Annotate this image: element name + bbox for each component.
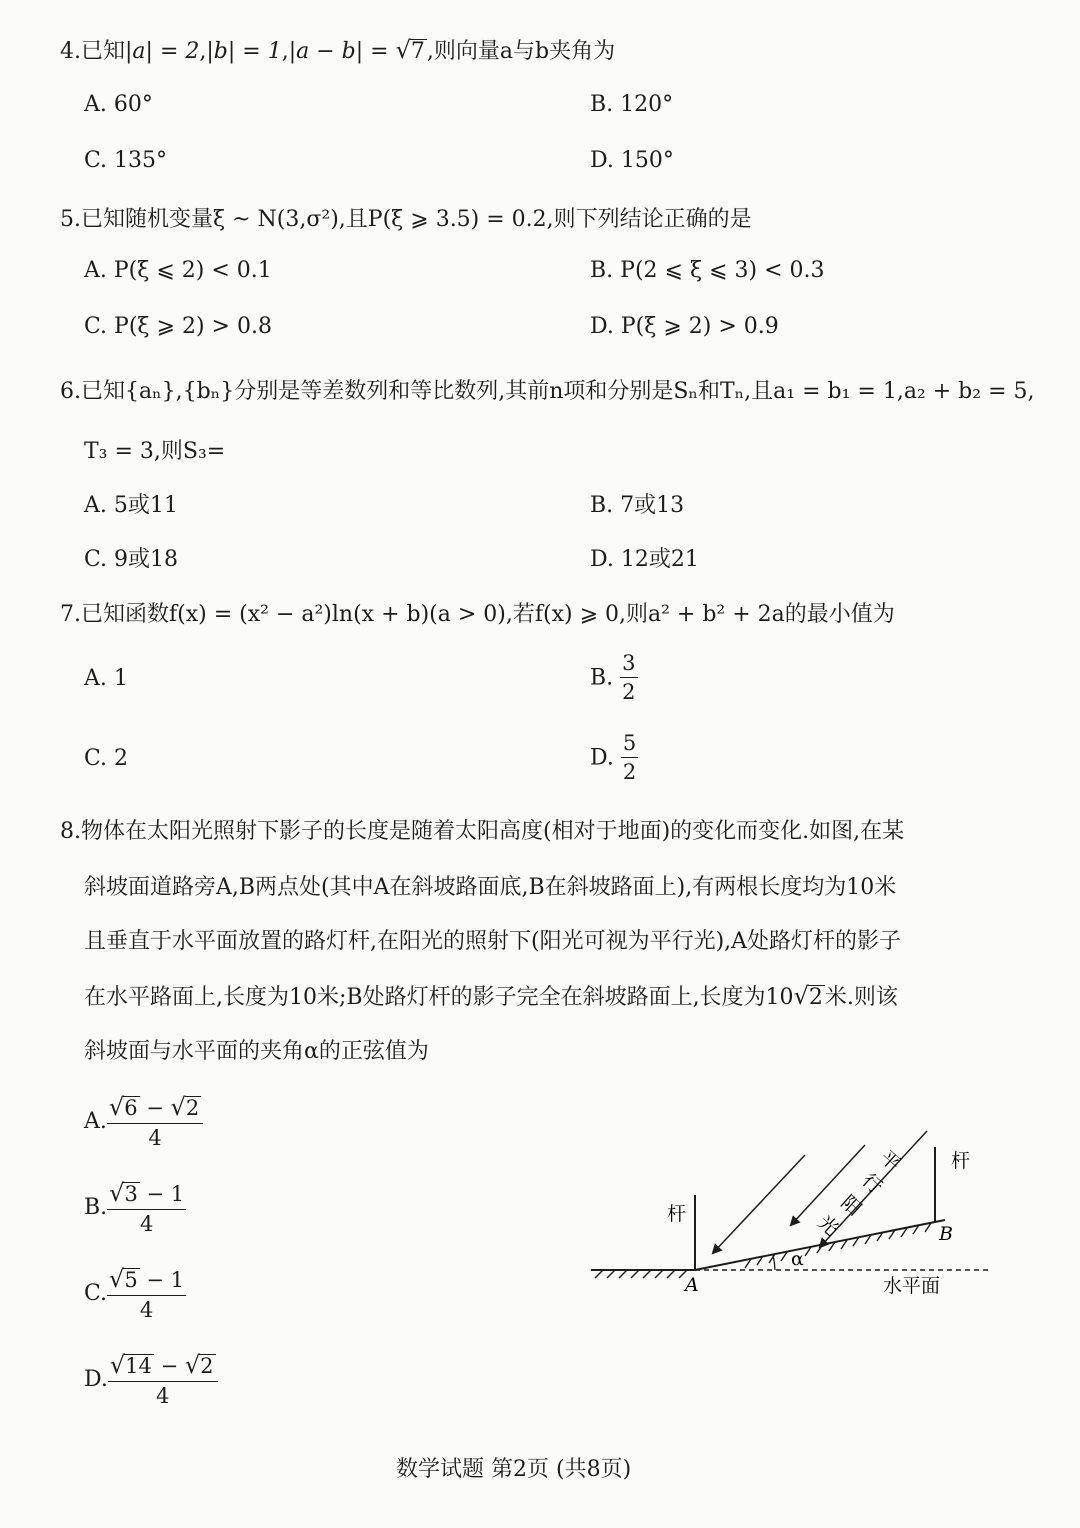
- pole-left-label: 杆: [667, 1203, 687, 1225]
- q6-option-c: C. 9或18: [84, 547, 179, 572]
- q7-option-b: B. $\frac{3}{2}$: [590, 650, 638, 707]
- q8-option-b-fraction: $\frac{√3 - 1}{4}$: [109, 1179, 185, 1236]
- q6-option-d: D. 12或21: [590, 547, 699, 572]
- point-b-label: B: [939, 1223, 953, 1245]
- q7-number: 7.: [60, 602, 81, 627]
- q4-radicand: 7: [410, 39, 425, 64]
- q7-option-d: D. $\frac{5}{2}$: [590, 730, 638, 787]
- q8-option-a-fraction: $\frac{√6 - √2}{4}$: [107, 1092, 203, 1152]
- q4-option-d: D. 150°: [590, 148, 674, 173]
- q4-cond2: |b| = 1: [206, 39, 282, 64]
- q7-option-b-fraction: $\frac{3}{2}$: [622, 651, 636, 705]
- q4-number: 4.: [60, 39, 81, 64]
- q8-slope-figure: [585, 1125, 1005, 1305]
- q8-option-c-fraction: $\frac{√5 - 1}{4}$: [109, 1265, 185, 1322]
- slope-hatch: [745, 1223, 931, 1268]
- q7-option-a: A. 1: [84, 666, 128, 691]
- q6-stem-line2: T₃ = 3,则S₃=: [84, 439, 226, 464]
- page-footer: 数学试题 第2页 (共8页): [396, 1457, 632, 1482]
- sun-ray-1: [713, 1155, 805, 1253]
- q6-number: 6.: [60, 379, 81, 404]
- q7-option-d-fraction: $\frac{5}{2}$: [622, 731, 637, 785]
- q7-option-c: C. 2: [84, 746, 129, 771]
- ground-hatch: [595, 1270, 687, 1278]
- q8-option-c: C. $\frac{√5 - 1}{4}$: [84, 1264, 186, 1324]
- q4-stem: 4.已知|a| = 2,|b| = 1,|a − b| = √7,则向量a与b夹角为: [60, 36, 616, 64]
- angle-arc: [773, 1255, 775, 1270]
- light-label-1: 平: [875, 1146, 905, 1176]
- q4-option-c: C. 135°: [84, 148, 168, 173]
- pole-right-label: 杆: [951, 1150, 971, 1172]
- q8-line-4: 在水平路面上,长度为10米;B处路灯杆的影子完全在斜坡路面上,长度为10√2米.则该: [84, 982, 898, 1010]
- q8-option-d: D. $\frac{√14 - √2}{4}$: [84, 1350, 218, 1410]
- q5-option-d: D. P(ξ ⩾ 2) > 0.9: [590, 314, 779, 339]
- q8-line-5: 斜坡面与水平面的夹角α的正弦值为: [84, 1039, 429, 1064]
- q4-cond1: |a| = 2: [125, 39, 200, 64]
- q8-option-b: B. $\frac{√3 - 1}{4}$: [84, 1178, 186, 1238]
- ground-label: 水平面: [883, 1275, 941, 1297]
- q6-option-b: B. 7或13: [590, 493, 685, 518]
- q5-option-c: C. P(ξ ⩾ 2) > 0.8: [84, 314, 272, 339]
- q8-line-3: 且垂直于水平面放置的路灯杆,在阳光的照射下(阳光可视为平行光),A处路灯杆的影子: [84, 929, 902, 954]
- angle-label: α: [791, 1248, 804, 1270]
- q7-stem: 7.已知函数f(x) = (x² − a²)ln(x + b)(a > 0),若f(x) ⩾ 0,则a² + b² + 2a的最小值为: [60, 602, 895, 627]
- q8-option-d-fraction: $\frac{√14 - √2}{4}$: [108, 1350, 218, 1410]
- q8-number: 8.: [60, 819, 81, 844]
- q5-stem: 5.已知随机变量ξ ~ N(3,σ²),且P(ξ ⩾ 3.5) = 0.2,则下列结论正确的是: [60, 207, 752, 232]
- q4-suffix: ,则向量a与b夹角为: [426, 39, 616, 64]
- light-label-2: 行: [857, 1169, 887, 1199]
- light-label-4: 光: [813, 1211, 843, 1241]
- q6-stem-line1: 6.已知{aₙ},{bₙ}分别是等差数列和等比数列,其前n项和分别是Sₙ和Tₙ,且a₁ = b₁ = 1,a₂ + b₂ = 5,: [60, 379, 1035, 404]
- q8-line-2: 斜坡面道路旁A,B两点处(其中A在斜坡路面底,B在斜坡路面上),有两根长度均为10米: [84, 875, 897, 900]
- light-label-3: 阳: [836, 1191, 866, 1221]
- q8-line4-radicand: 2: [808, 985, 823, 1010]
- q8-option-a: A. $\frac{√6 - √2}{4}$: [84, 1092, 203, 1152]
- q4-option-b: B. 120°: [590, 92, 674, 117]
- point-a-label: A: [685, 1274, 699, 1296]
- q4-option-a: A. 60°: [84, 92, 153, 117]
- q5-number: 5.: [60, 207, 81, 232]
- q6-option-a: A. 5或11: [84, 493, 178, 518]
- q8-line-1: 8.物体在太阳光照射下影子的长度是随着太阳高度(相对于地面)的变化而变化.如图,在某: [60, 819, 905, 844]
- q5-option-b: B. P(2 ⩽ ξ ⩽ 3) < 0.3: [590, 258, 825, 283]
- q5-option-a: A. P(ξ ⩽ 2) < 0.1: [84, 258, 272, 283]
- q4-cond3: |a − b| =: [288, 39, 396, 64]
